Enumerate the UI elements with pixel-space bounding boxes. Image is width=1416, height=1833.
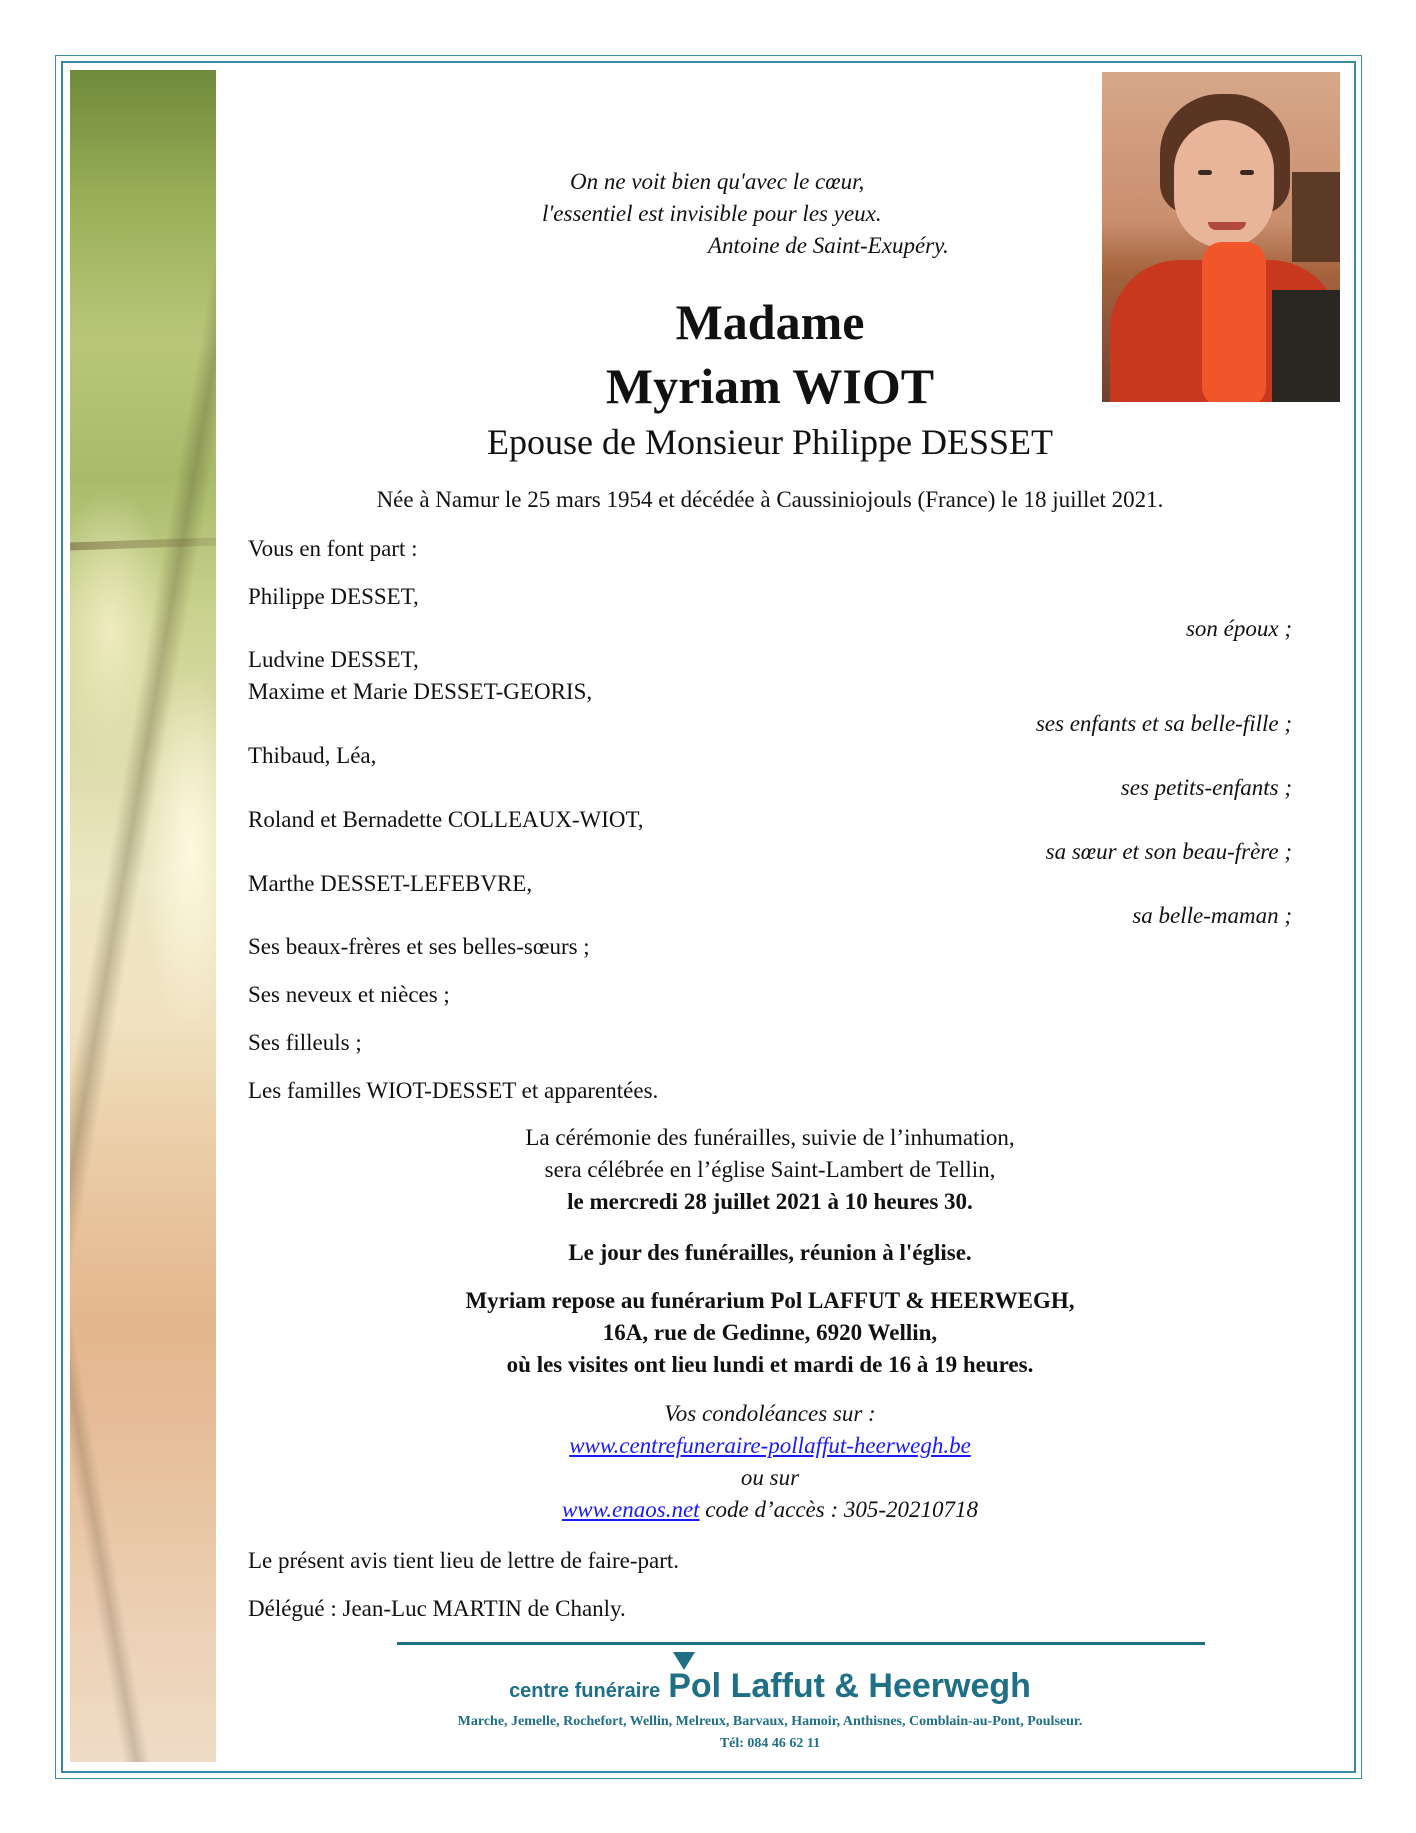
funerarium-address: 16A, rue de Gedinne, 6920 Wellin, xyxy=(602,1320,938,1345)
quote-author: Antoine de Saint-Exupéry. xyxy=(708,233,949,258)
meeting-note: Le jour des funérailles, réunion à l'église. xyxy=(568,1240,972,1265)
other-relatives: Les familles WIOT-DESSET et apparentées. xyxy=(248,1078,659,1103)
other-relatives: Ses beaux-frères et ses belles-sœurs ; xyxy=(248,934,590,959)
family-relation: ses enfants et sa belle-fille ; xyxy=(1035,711,1292,736)
family-relation: ses petits-enfants ; xyxy=(1120,775,1292,800)
forest-path-photo xyxy=(70,70,216,1762)
condolences-label: Vos condoléances sur : xyxy=(664,1401,876,1426)
family-name: Roland et Bernadette COLLEAUX-WIOT, xyxy=(248,807,644,832)
family-name: Maxime et Marie DESSET-GEORIS, xyxy=(248,679,593,704)
family-name: Philippe DESSET, xyxy=(248,584,419,609)
ceremony-line-2: sera célébrée en l’église Saint-Lambert de Tellin, xyxy=(544,1157,996,1182)
deceased-name: Myriam WIOT xyxy=(605,358,935,414)
funerarium-line-1: Myriam repose au funérarium Pol LAFFUT & HEERWEGH, xyxy=(465,1288,1075,1313)
condolences-link-primary[interactable]: www.centrefuneraire-pollaffut-heerwegh.be xyxy=(569,1433,971,1458)
logo-prefix: centre funéraire xyxy=(509,1680,661,1702)
other-relatives: Ses filleuls ; xyxy=(248,1030,362,1055)
spouse-line: Epouse de Monsieur Philippe DESSET xyxy=(487,422,1053,462)
family-relation: sa sœur et son beau-frère ; xyxy=(1045,839,1292,864)
quote-line-2: l'essentiel est invisible pour les yeux. xyxy=(542,201,882,226)
honorific-title: Madame xyxy=(675,294,865,350)
intro-text: Vous en font part : xyxy=(248,536,418,561)
family-name: Marthe DESSET-LEFEBVRE, xyxy=(248,871,533,896)
family-name: Thibaud, Léa, xyxy=(248,743,377,768)
epigraph-quote xyxy=(470,166,1030,262)
family-relation: son époux ; xyxy=(1185,616,1292,641)
ceremony-date: le mercredi 28 juillet 2021 à 10 heures 30. xyxy=(567,1189,973,1214)
birth-death-line: Née à Namur le 25 mars 1954 et décédée à Caussiniojouls (France) le 18 juillet 2021. xyxy=(376,487,1164,512)
condolences-or: ou sur xyxy=(740,1465,800,1490)
condolences-link-enaos[interactable]: www.enaos.net xyxy=(561,1497,700,1522)
delegate-line: Délégué : Jean-Luc MARTIN de Chanly. xyxy=(248,1596,626,1621)
funeral-home-logo xyxy=(230,1667,1310,1706)
logo-brand: Pol Laffut & Heerwegh xyxy=(668,1667,1031,1705)
other-relatives: Ses neveux et nièces ; xyxy=(248,982,450,1007)
footer-divider xyxy=(397,1642,1205,1645)
family-name: Ludvine DESSET, xyxy=(248,647,419,672)
ceremony-line-1: La cérémonie des funérailles, suivie de l’inhumation, xyxy=(525,1125,1015,1150)
faire-part-notice: Le présent avis tient lieu de lettre de faire-part. xyxy=(248,1548,680,1573)
visiting-hours: où les visites ont lieu lundi et mardi de 16 à 19 heures. xyxy=(506,1352,1034,1377)
family-relation: sa belle-maman ; xyxy=(1132,903,1292,928)
footer-phone: Tél: 084 46 62 11 xyxy=(719,1736,821,1751)
quote-line-1: On ne voit bien qu'avec le cœur, xyxy=(570,169,865,194)
deceased-portrait xyxy=(1102,72,1340,402)
footer-towns: Marche, Jemelle, Rochefort, Wellin, Melreux, Barvaux, Hamoir, Anthisnes, Comblain-au-Pont, Poulseur. xyxy=(457,1714,1083,1729)
access-code: code d’accès : 305-20210718 xyxy=(705,1497,979,1522)
